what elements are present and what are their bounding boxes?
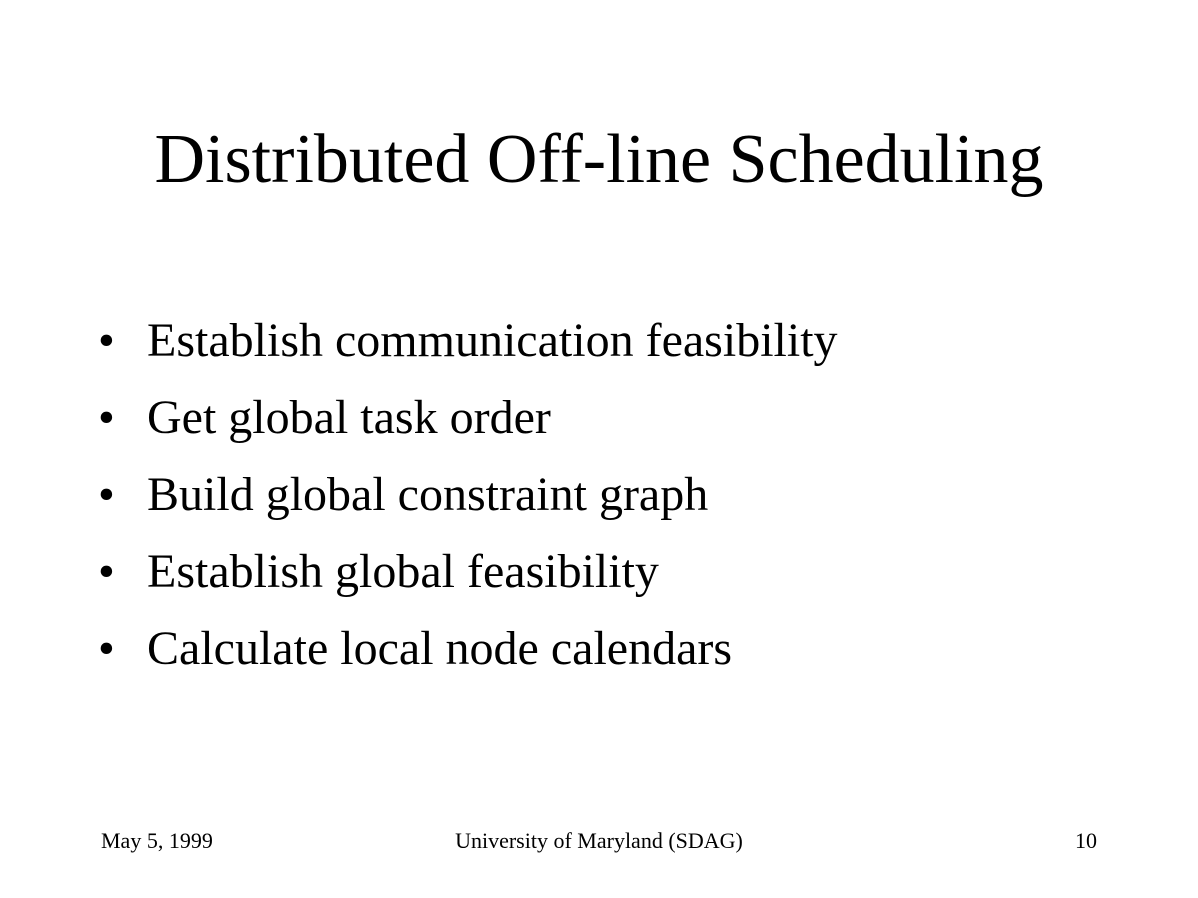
bullet-icon: • [98, 545, 115, 598]
footer-page-number: 10 [1075, 828, 1097, 853]
bullet-icon: • [98, 622, 115, 675]
bullet-icon: • [98, 391, 115, 444]
bullet-text: Get global task order [147, 391, 551, 444]
footer-date: May 5, 1999 [101, 828, 213, 853]
bullet-text: Build global constraint graph [147, 468, 709, 521]
bullet-text: Establish global feasibility [147, 545, 659, 598]
bullet-text: Calculate local node calendars [147, 622, 733, 675]
slide-title: Distributed Off-line Scheduling [154, 121, 1044, 198]
footer-organization: University of Maryland (SDAG) [455, 828, 743, 853]
bullet-icon: • [98, 314, 115, 367]
bullet-icon: • [98, 468, 115, 521]
bullet-text: Establish communication feasibility [147, 314, 838, 367]
